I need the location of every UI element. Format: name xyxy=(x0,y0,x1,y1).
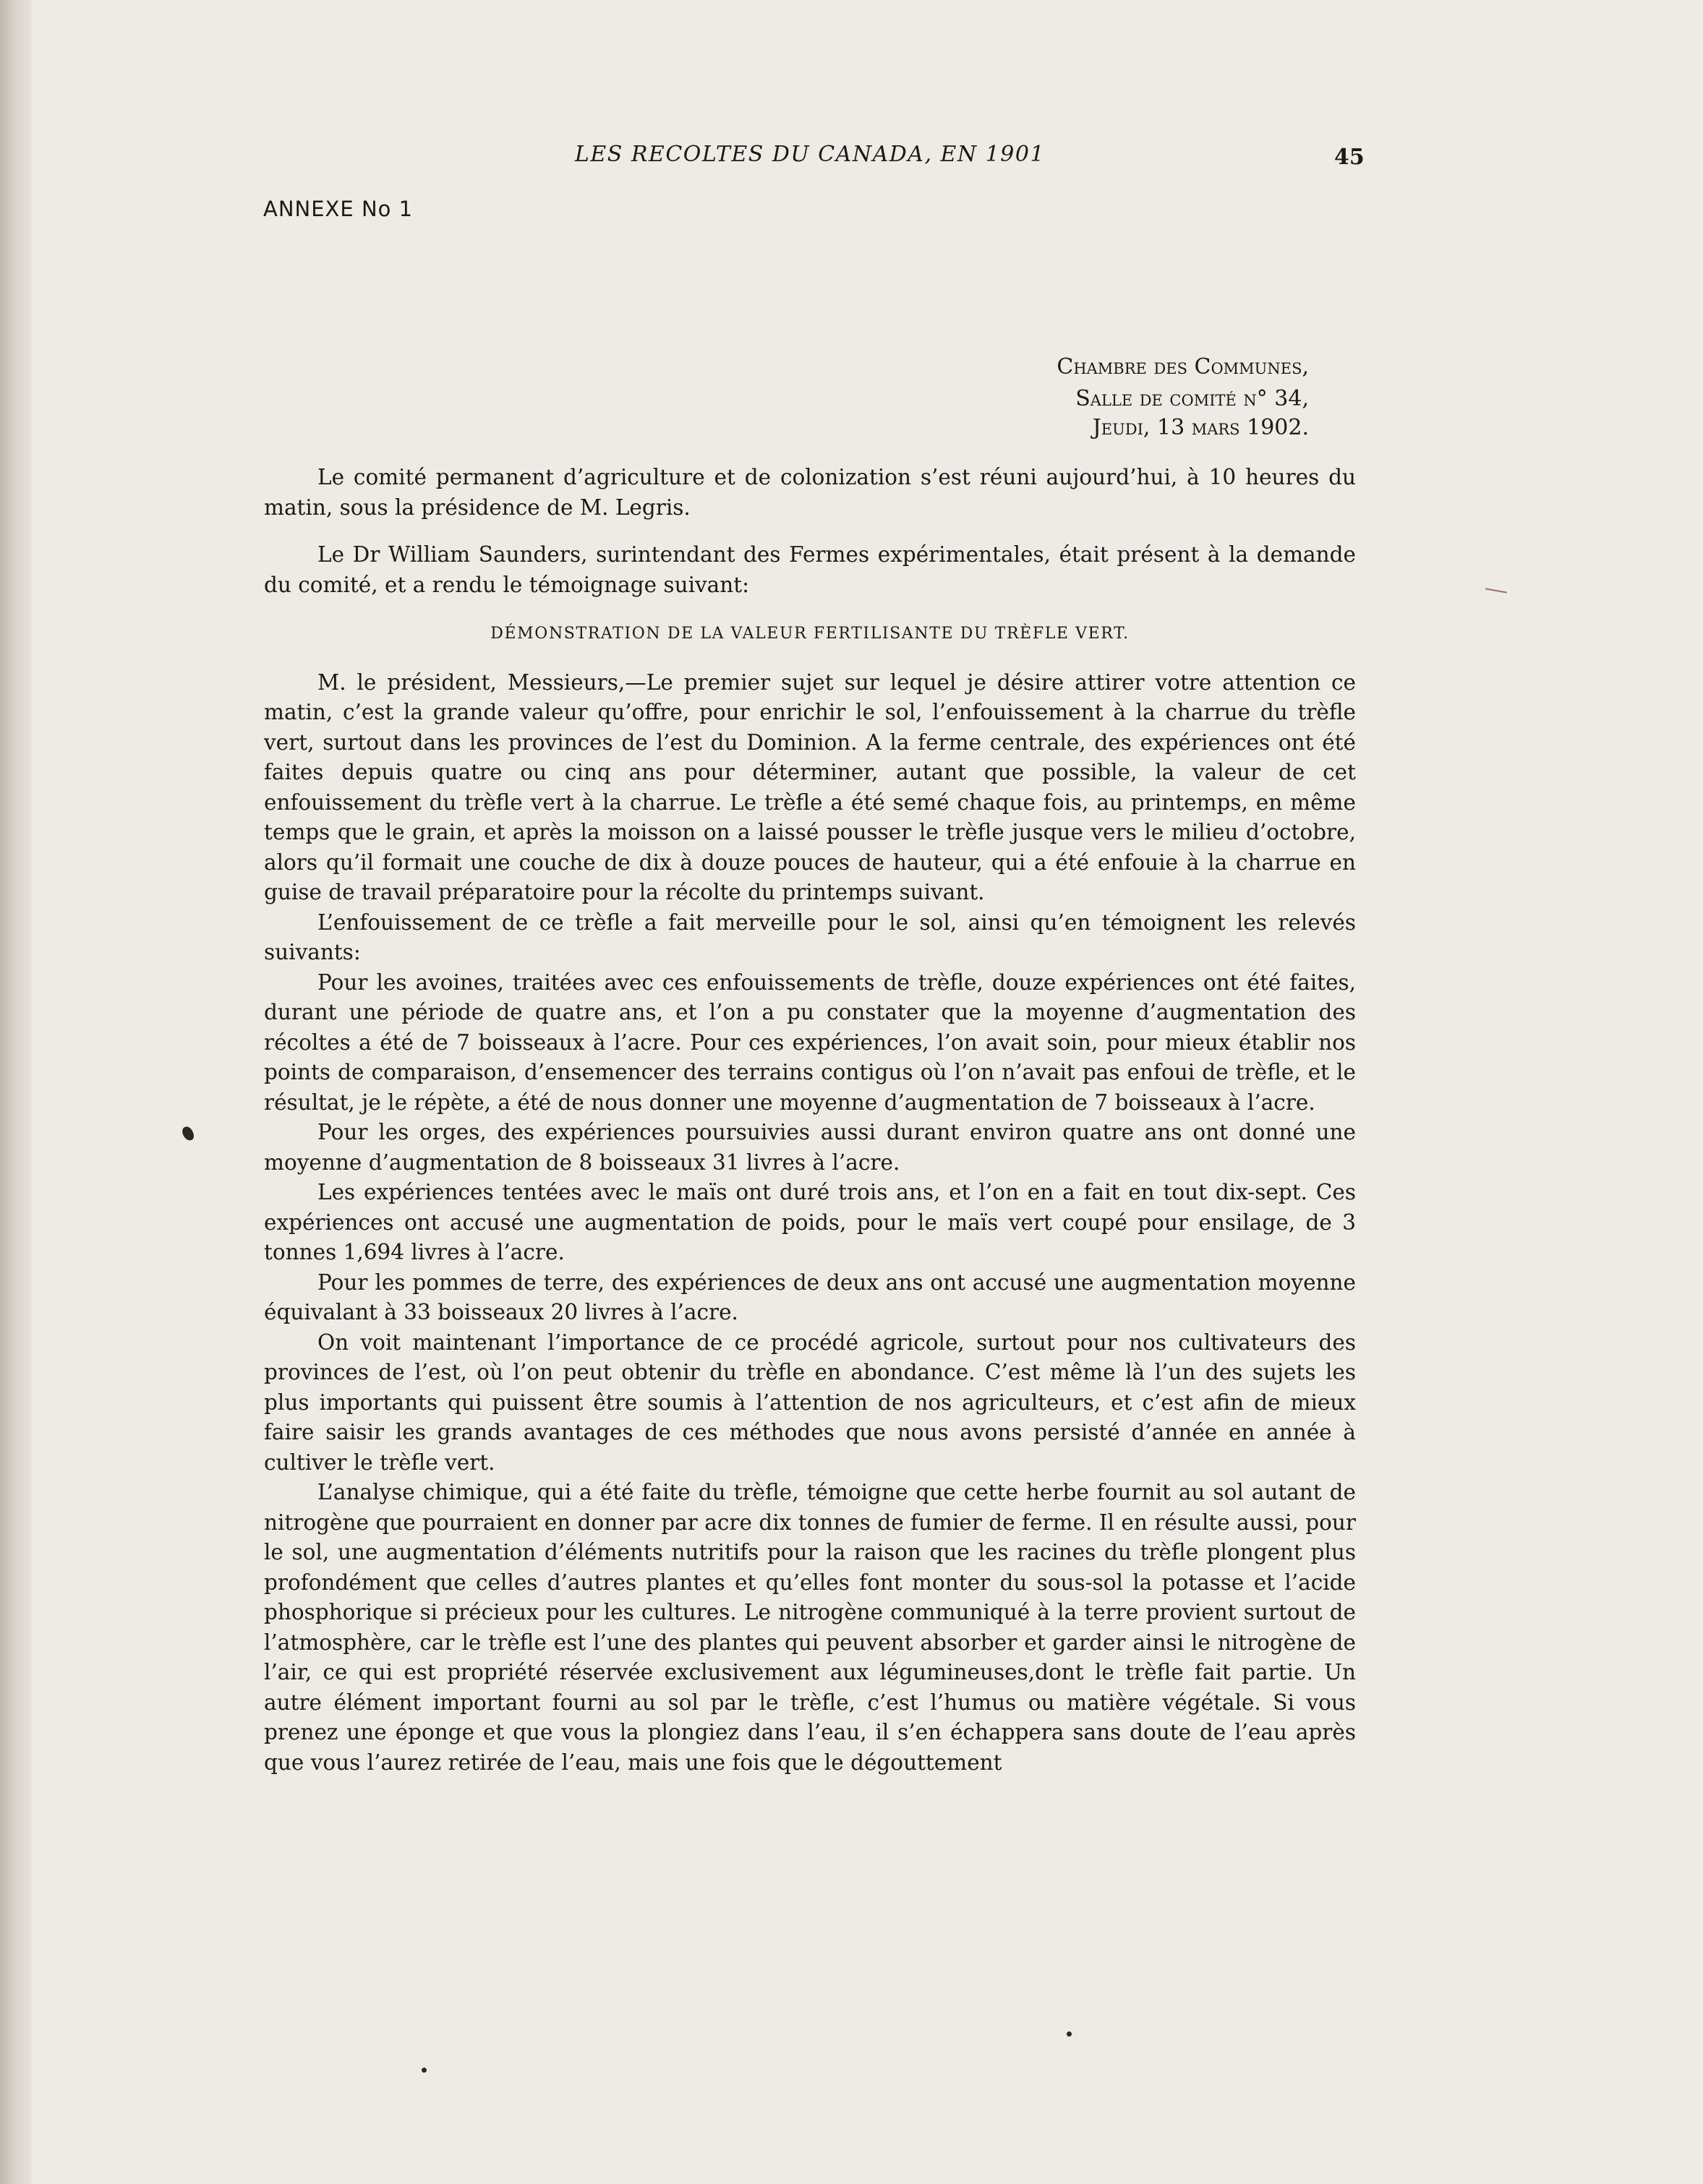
section-heading: DÉMONSTRATION DE LA VALEUR FERTILISANTE DU TRÈFLE VERT. xyxy=(490,625,1130,643)
ink-mark xyxy=(181,1125,195,1142)
paragraph-importance: On voit maintenant l’importance de ce procédé agricole, surtout pour nos cultivateurs des provinces de l’est, où l’on peut obtenir du trèfle en abondance. C’est même là l’un des sujets les plus importants qui puissent être soumis à l’attention de nos agriculteurs, et c’est afin de mieux faire saisir les grands avantages de ces méthodes que nous avons persisté d’année en année à cultiver le trèfle vert. xyxy=(264,1329,1356,1475)
paragraph-barley: Pour les orges, des expériences poursuivies aussi durant environ quatre ans ont donné une moyenne d’augmentation de 8 boisseaux 31 livres à l’acre. xyxy=(264,1120,1356,1175)
paragraph-results-intro: L’enfouissement de ce trèfle a fait merveille pour le sol, ainsi qu’en témoignent les relevés suivants: xyxy=(264,909,1356,964)
page-number: 45 xyxy=(1334,145,1365,170)
body-text xyxy=(264,463,1356,1778)
paragraph-chemical-analysis: L’analyse chimique, qui a été faite du trèfle, témoigne que cette herbe fournit au sol autant de nitrogène que pourraient en donner par acre dix tonnes de fumier de ferme. Il en résulte aussi, pour le sol, une augmentation d’éléments nutritifs pour la raison que les racines du trèfle plongent plus profondément que celles d’autres plantes et qu’elles font monter du sous-sol la potasse et l’acide phosphorique si précieux pour les cultures. Le nitrogène communiqué à la terre provient surtout de l’atmosphère, car le trèfle est l’une des plantes qui peuvent absorber et garder ainsi le nitrogène de l’air, ce qui est propriété réservée exclusivement aux légumineuses,dont le trèfle fait partie. Un autre élément important fourni au sol par le trèfle, c’est l’humus ou matière végétale. Si vous prenez une éponge et que vous la plongiez dans l’eau, il s’en échappera sans doute de l’eau après que vous l’aurez retirée de l’eau, mais une fois que le dégouttement xyxy=(264,1480,1356,1775)
paragraph-introduction: M. le président, Messieurs,—Le premier sujet sur lequel je désire attirer votre attention ce matin, c’est la grande valeur qu’offre, pour enrichir le sol, l’enfouissement à la charrue du trèfle vert, surtout dans les provinces de l’est du Dominion. A la ferme centrale, des expériences ont été faites depuis quatre ou cinq ans pour déterminer, autant que possible, la valeur de cet enfouissement du trèfle vert à la charrue. Le trèfle a été semé chaque fois, au printemps, en même temps que le grain, et après la moisson on a laissé pousser le trèfle jusque vers le milieu d’octobre, alors qu’il formait une couche de dix à douze pouces de hauteur, qui a été enfouie à la charrue en guise de travail préparatoire pour la récolte du printemps suivant. xyxy=(264,669,1356,904)
paragraph-committee-meeting: Le comité permanent d’agriculture et de colonization s’est réuni aujourd’hui, à 10 heures du matin, sous la présidence de M. Legris. xyxy=(264,465,1356,520)
ink-dot xyxy=(422,2068,427,2073)
running-title: LES RECOLTES DU CANADA, EN 1901 xyxy=(574,142,1046,167)
dateline-house: Chambre des Communes, xyxy=(1057,354,1309,380)
dateline-date: Jeudi, 13 mars 1902. xyxy=(1092,415,1309,440)
paragraph-corn: Les expériences tentées avec le maïs ont duré trois ans, et l’on en a fait en tout dix-sept. Ces expériences ont accusé une augmentation de poids, pour le maïs vert coupé pour ensilage, de 3 tonnes 1,694 livres à l’acre. xyxy=(264,1180,1356,1264)
book-binding-shadow xyxy=(0,0,32,2184)
pencil-mark xyxy=(1485,588,1507,593)
ink-dot xyxy=(1067,2031,1072,2037)
paragraph-oats: Pour les avoines, traitées avec ces enfouissements de trèfle, douze expériences ont été faites, durant une période de quatre ans, et l’on a pu constater que la moyenne d’augmentation des récoltes a été de 7 boisseaux à l’acre. Pour ces expériences, l’on avait soin, pour mieux établir nos points de comparaison, d’ensemencer des terrains contigus où l’on n’avait pas enfoui de trèfle, et le résultat, je le répète, a été de nous donner une moyenne d’augmentation de 7 boisseaux à l’acre. xyxy=(264,969,1356,1115)
dateline-room: Salle de comité n° 34, xyxy=(1075,386,1309,411)
annex-label: ANNEXE No 1 xyxy=(263,197,414,221)
paragraph-potatoes: Pour les pommes de terre, des expériences de deux ans ont accusé une augmentation moyenne équivalant à 33 boisseaux 20 livres à l’acre. xyxy=(264,1269,1356,1324)
paragraph-witness: Le Dr William Saunders, surintendant des Fermes expérimentales, était présent à la demande du comité, et a rendu le témoignage suivant: xyxy=(264,542,1356,597)
show-through-text xyxy=(492,153,499,179)
